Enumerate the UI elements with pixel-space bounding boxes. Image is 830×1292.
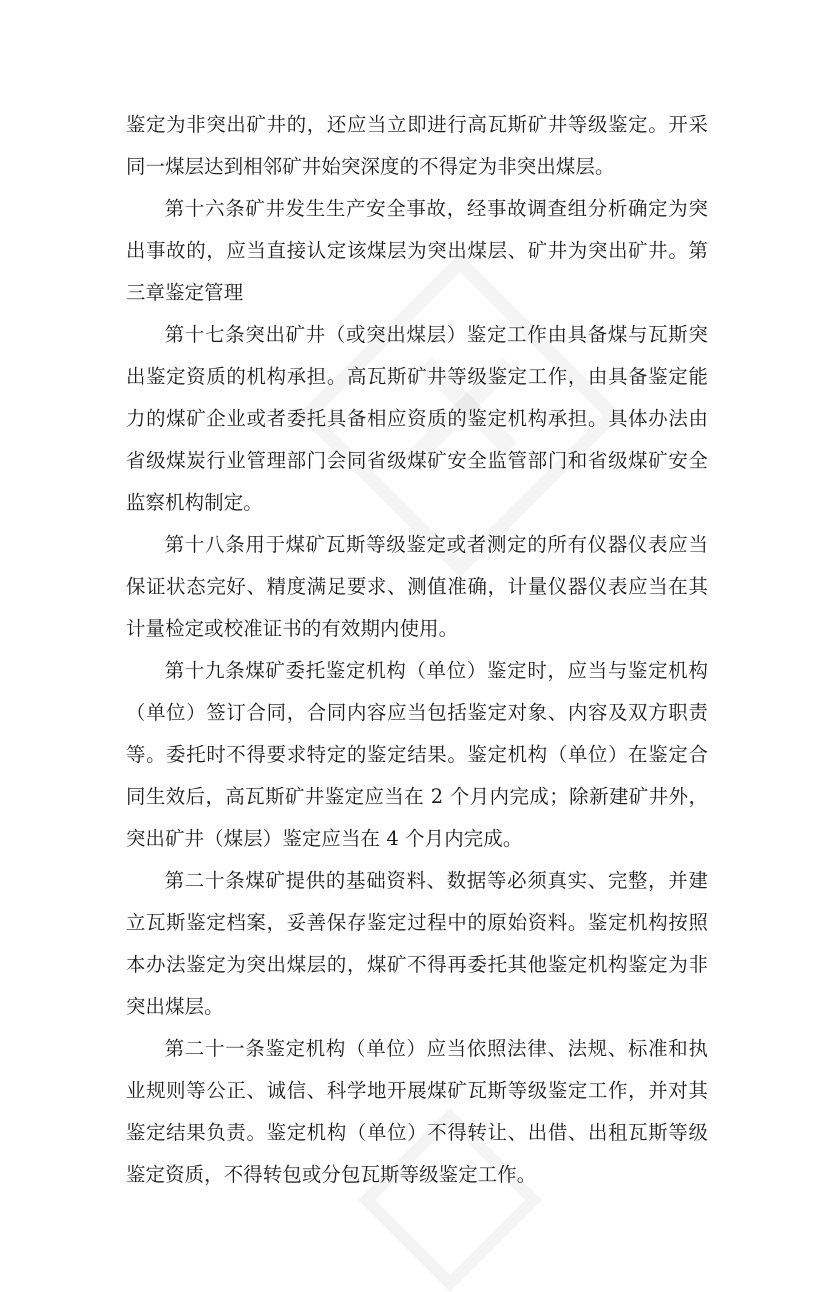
paragraph-article-20: 第二十条煤矿提供的基础资料、数据等必须真实、完整，并建立瓦斯鉴定档案，妥善保存鉴定过程中的原始资料。鉴定机构按照本办法鉴定为突出煤层的，煤矿不得再委托其他鉴定机构鉴定为非突出煤层。 [126, 869, 708, 1018]
paragraph-article-16: 第十六条矿井发生生产安全事故，经事故调查组分析确定为突出事故的，应当直接认定该煤层为突出煤层、矿井为突出矿井。第三章鉴定管理 [126, 197, 708, 304]
paragraph-continuation: 鉴定为非突出矿井的，还应当立即进行高瓦斯矿井等级鉴定。开采同一煤层达到相邻矿井始突深度的不得定为非突出煤层。 [126, 113, 708, 178]
paragraph-article-17: 第十七条突出矿井（或突出煤层）鉴定工作由具备煤与瓦斯突出鉴定资质的机构承担。高瓦斯矿井等级鉴定工作，由具备鉴定能力的煤矿企业或者委托具备相应资质的鉴定机构承担。具体办法由省级煤炭行业管理部门会同省级煤矿安全监管部门和省级煤矿安全监察机构制定。 [126, 323, 708, 514]
paragraph-article-21: 第二十一条鉴定机构（单位）应当依照法律、法规、标准和执业规则等公正、诚信、科学地开展煤矿瓦斯等级鉴定工作，并对其鉴定结果负责。鉴定机构（单位）不得转让、出借、出租瓦斯等级鉴定资质，不得转包或分包瓦斯等级鉴定工作。 [126, 1037, 708, 1186]
document-body [126, 104, 708, 1196]
paragraph-article-19: 第十九条煤矿委托鉴定机构（单位）鉴定时，应当与鉴定机构（单位）签订合同，合同内容应当包括鉴定对象、内容及双方职责等。委托时不得要求特定的鉴定结果。鉴定机构（单位）在鉴定合同生效后，高瓦斯矿井鉴定应当在 2 个月内完成；除新建矿井外，突出矿井（煤层）鉴定应当在 4 个月内完成。 [126, 659, 708, 850]
paragraph-article-18: 第十八条用于煤矿瓦斯等级鉴定或者测定的所有仪器仪表应当保证状态完好、精度满足要求、测值准确，计量仪器仪表应当在其计量检定或校准证书的有效期内使用。 [126, 533, 708, 640]
